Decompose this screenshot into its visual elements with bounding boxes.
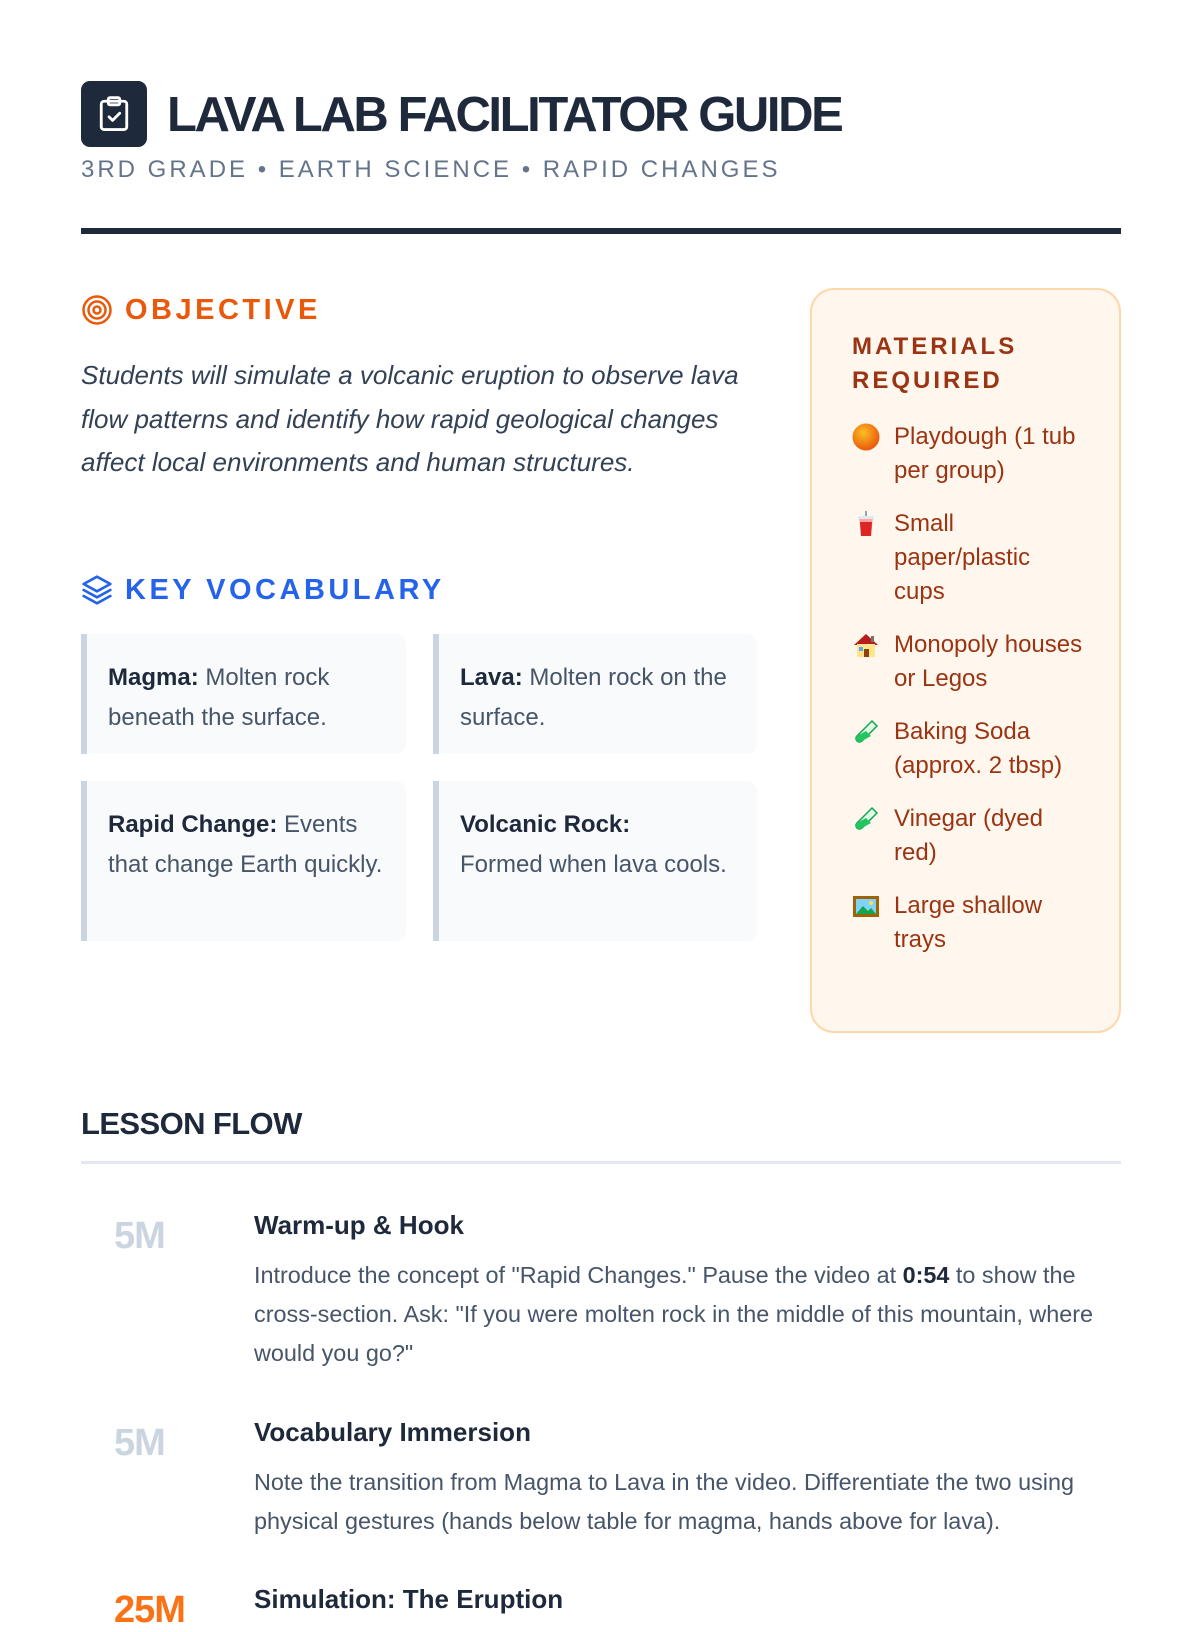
vocab-card-magma	[81, 634, 406, 754]
layers-icon	[81, 574, 113, 606]
vocab-definition: Formed when lava cools.	[460, 851, 727, 878]
objective-text: Students will simulate a volcanic eruption to observe lava flow patterns and identify how rapid geological changes affect local environments and human structures.	[81, 360, 739, 477]
vocab-term: Rapid Change:	[108, 811, 278, 838]
guide-header	[81, 81, 1121, 233]
step-title: Warm-up & Hook	[254, 1210, 464, 1240]
vocab-card-rapid-change	[81, 781, 406, 941]
clipboard-check-icon	[81, 81, 147, 147]
list-item	[852, 802, 1119, 870]
picture-frame-icon	[852, 889, 894, 923]
step-description: Introduce the concept of "Rapid Changes." Pause the video at 0:54 to show the cross-section. Ask: "If you were molten rock in the middle of this mountain, where would you go?"	[254, 1262, 1094, 1366]
vocab-term: Lava:	[460, 664, 523, 691]
vocabulary-heading	[81, 573, 445, 607]
material-text: Small paper/plastic cups	[894, 510, 1031, 605]
material-text: Playdough (1 tub per group)	[894, 423, 1076, 484]
material-text: Baking Soda (approx. 2 tbsp)	[894, 718, 1063, 779]
step-title: Vocabulary Immersion	[254, 1417, 531, 1447]
list-item	[852, 628, 1119, 696]
test-tube-icon	[852, 802, 894, 836]
objective-heading	[81, 293, 321, 327]
orange-circle-icon	[852, 420, 894, 454]
page-subtitle: 3RD GRADE • EARTH SCIENCE • RAPID CHANGES	[81, 156, 781, 183]
vocab-card-volcanic-rock	[433, 781, 757, 941]
objective-label: OBJECTIVE	[125, 294, 321, 326]
step-title: Simulation: The Eruption	[254, 1584, 564, 1614]
material-text: Monopoly houses or Legos	[894, 631, 1083, 692]
house-icon	[852, 628, 894, 662]
materials-list	[852, 420, 1119, 957]
materials-title: MATERIALS REQUIRED	[852, 333, 1018, 394]
vocab-card-lava	[433, 634, 757, 754]
cup-icon	[852, 507, 894, 541]
list-item	[852, 715, 1119, 783]
vocabulary-label: KEY VOCABULARY	[125, 574, 445, 606]
vocab-definition: Molten rock beneath the surface.	[108, 664, 330, 731]
vocab-term: Magma:	[108, 664, 199, 691]
list-item	[852, 420, 1119, 488]
vocab-definition: Molten rock on the surface.	[460, 664, 727, 731]
lesson-flow-divider	[81, 1161, 1121, 1164]
video-timestamp: 0:54	[902, 1262, 950, 1288]
vocab-term: Volcanic Rock:	[460, 811, 631, 838]
target-icon	[81, 294, 113, 326]
material-text: Large shallow trays	[894, 892, 1043, 953]
step-duration: 5M	[114, 1215, 165, 1257]
materials-panel	[810, 288, 1121, 1033]
vocab-definition: Events that change Earth quickly.	[108, 811, 383, 878]
header-divider	[81, 228, 1121, 234]
test-tube-icon	[852, 715, 894, 749]
step-duration: 5M	[114, 1422, 165, 1464]
list-item	[852, 889, 1119, 957]
step-duration: 25M	[114, 1589, 185, 1631]
material-text: Vinegar (dyed red)	[894, 805, 1043, 866]
lesson-flow-title: LESSON FLOW	[81, 1106, 302, 1141]
page-title: LAVA LAB FACILITATOR GUIDE	[167, 88, 842, 142]
list-item	[852, 507, 1119, 609]
step-description: Note the transition from Magma to Lava in the video. Differentiate the two using physical gestures (hands below table for magma, hands above for lava).	[254, 1469, 1074, 1534]
